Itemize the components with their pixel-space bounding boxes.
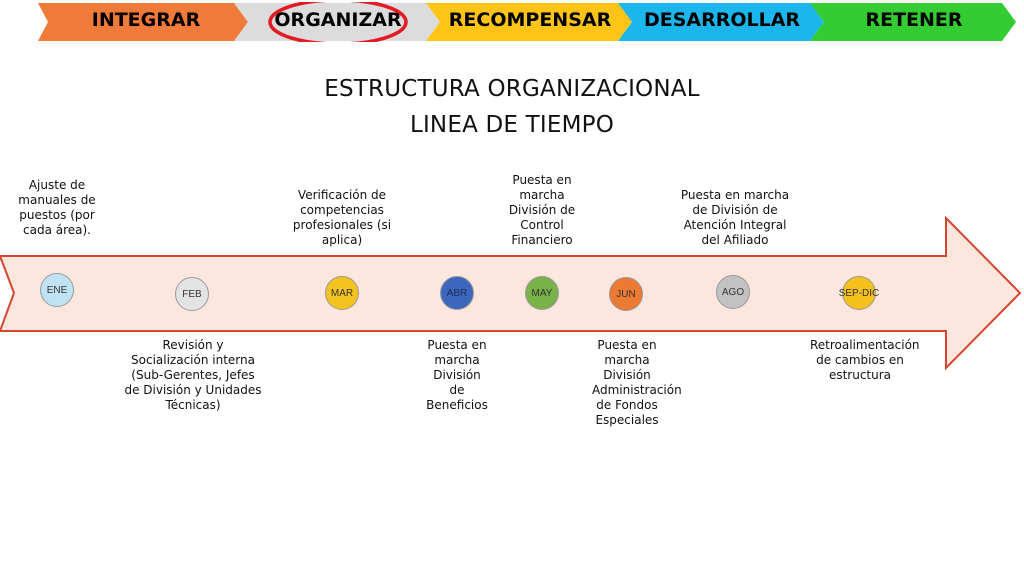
month-mar: MAR [325, 276, 359, 310]
note-ene: Ajuste de manuales de puestos (por cada área). [18, 178, 96, 237]
step-retener-label: RETENER [865, 9, 963, 31]
note-abr: Puesta en marcha División de Beneficios [426, 338, 488, 412]
month-feb: FEB [175, 277, 209, 311]
month-ago: AGO [716, 275, 750, 309]
note-feb: Revisión y Socialización interna (Sub-Gerentes, Jefes de División y Unidades Técnicas) [124, 338, 262, 412]
step-organizar-label: ORGANIZAR [274, 9, 402, 31]
note-mar: Verificación de competencias profesionales (si aplica) [292, 188, 392, 247]
step-recompensar-label: RECOMPENSAR [448, 9, 612, 31]
month-may: MAY [525, 276, 559, 310]
note-may: Puesta en marcha División de Control Financiero [508, 173, 576, 247]
month-sep-dic: SEP-DIC [842, 276, 876, 310]
note-jun: Puesta en marcha División Administración de Fondos Especiales [592, 338, 682, 427]
page-subtitle: LINEA DE TIEMPO [409, 112, 615, 138]
step-integrar-label: INTEGRAR [91, 9, 201, 31]
month-ene: ENE [40, 273, 74, 307]
month-abr: ABR [440, 276, 474, 310]
month-jun: JUN [609, 277, 643, 311]
page-title: ESTRUCTURA ORGANIZACIONAL [324, 76, 700, 102]
note-sep-dic: Retroalimentación de cambios en estructura [810, 338, 920, 382]
note-ago: Puesta en marcha de División de Atención Integral del Afiliado [680, 188, 790, 247]
step-desarrollar-label: DESARROLLAR [643, 9, 801, 31]
